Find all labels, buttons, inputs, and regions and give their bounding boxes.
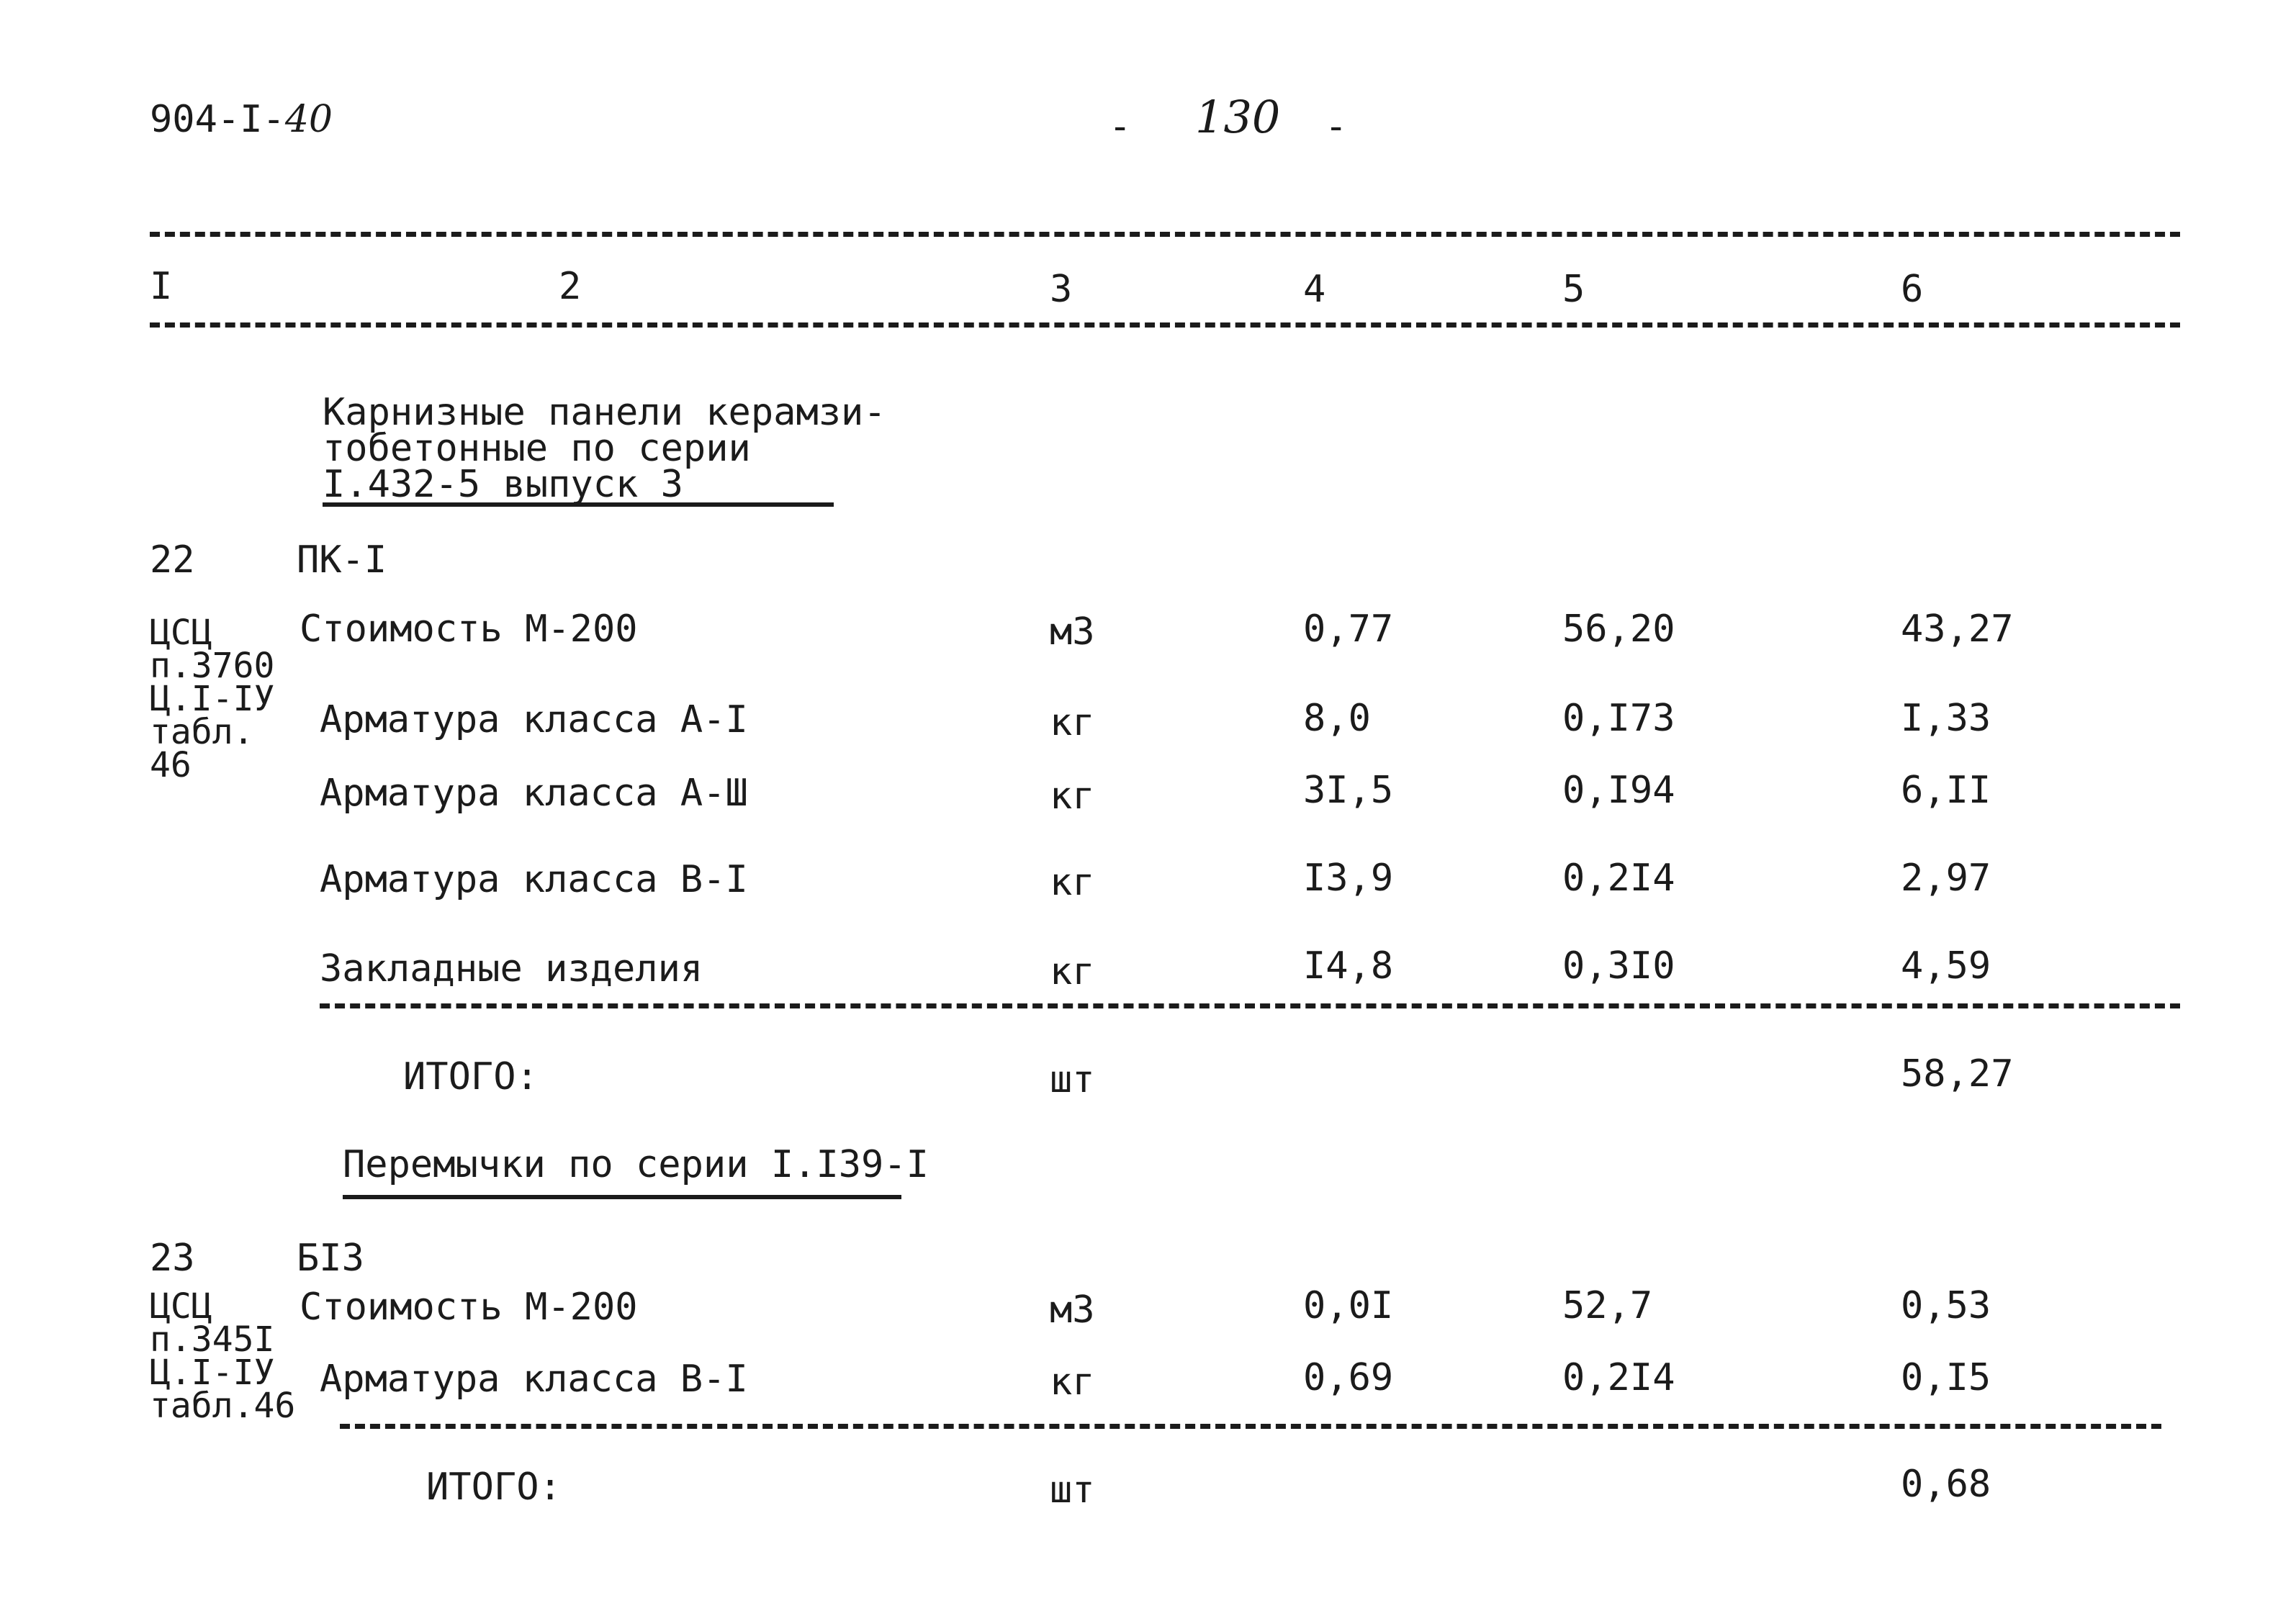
row-unit: кг	[1050, 775, 1095, 818]
column-header-3: 3	[1050, 268, 1073, 311]
row-unit: кг	[1050, 701, 1095, 744]
page-dash-left: -	[1109, 105, 1132, 148]
section1-subtotal-rule	[320, 1003, 2180, 1008]
section2-total-value: 0,68	[1901, 1463, 1991, 1506]
section1-total-label: ИТОГО:	[403, 1055, 539, 1098]
section1-total-value: 58,27	[1901, 1052, 2014, 1096]
row-name: Стоимость М-200	[300, 608, 638, 651]
row-total: 43,27	[1901, 608, 2014, 651]
row-name: Арматура класса В-I	[320, 1358, 748, 1401]
row-price: 0,2I4	[1562, 1356, 1675, 1399]
section2-reference: ЦСЦ п.345I Ц.I-IУ табл.46	[150, 1286, 296, 1426]
column-header-1: I	[150, 265, 173, 308]
document-code-handwritten: 40	[284, 98, 333, 141]
page-dash-right: -	[1325, 105, 1348, 148]
section2-subtotal-rule	[340, 1424, 2161, 1429]
section1-title-underline	[323, 502, 834, 507]
row-price: 0,I73	[1562, 697, 1675, 740]
row-name: Закладные изделия	[320, 947, 703, 990]
section2-title-underline	[343, 1195, 901, 1199]
document-code	[150, 98, 333, 141]
column-header-5: 5	[1562, 268, 1585, 311]
row-price: 0,3I0	[1562, 944, 1675, 988]
row-quantity: 3I,5	[1303, 769, 1394, 812]
row-total: I,33	[1901, 697, 1991, 740]
column-header-4: 4	[1303, 268, 1326, 311]
row-quantity: 0,77	[1303, 608, 1394, 651]
section2-total-unit: шт	[1050, 1468, 1095, 1512]
row-unit: м3	[1050, 1288, 1095, 1332]
section1-item-name: ПК-I	[297, 538, 387, 582]
section1-reference: ЦСЦ п.3760 Ц.I-IУ табл. 46	[150, 613, 275, 785]
section2-item-number: 23	[150, 1237, 195, 1280]
row-name: Арматура класса В-I	[320, 858, 748, 901]
row-price: 52,7	[1562, 1284, 1653, 1327]
row-unit: кг	[1050, 1360, 1095, 1404]
row-total: 4,59	[1901, 944, 1991, 988]
column-header-6: 6	[1901, 268, 1924, 311]
page-number: 130	[1195, 91, 1281, 143]
document-code-prefix: 904-I-	[150, 98, 285, 141]
row-name: Арматура класса А-I	[320, 698, 748, 741]
row-total: 0,53	[1901, 1284, 1991, 1327]
column-header-2: 2	[559, 265, 582, 308]
row-unit: кг	[1050, 861, 1095, 904]
row-total: 6,II	[1901, 769, 1991, 812]
row-total: 2,97	[1901, 857, 1991, 900]
header-top-rule	[150, 232, 2180, 237]
row-unit: м3	[1050, 610, 1095, 654]
row-name: Стоимость М-200	[300, 1286, 638, 1329]
header-bottom-rule	[150, 322, 2180, 328]
row-price: 56,20	[1562, 608, 1675, 651]
row-price: 0,2I4	[1562, 857, 1675, 900]
section2-item-name: БI3	[297, 1237, 364, 1280]
row-quantity: I4,8	[1303, 944, 1394, 988]
row-quantity: 8,0	[1303, 697, 1371, 740]
row-quantity: 0,0I	[1303, 1284, 1394, 1327]
section1-item-number: 22	[150, 538, 195, 582]
section1-title: Карнизные панели керамзи- тобетонные по серии I.432-5 выпуск 3	[323, 391, 886, 506]
section2-title: Перемычки по серии I.I39-I	[343, 1143, 929, 1186]
section1-total-unit: шт	[1050, 1058, 1095, 1101]
row-name: Арматура класса А-Ш	[320, 772, 748, 815]
row-quantity: I3,9	[1303, 857, 1394, 900]
row-unit: кг	[1050, 950, 1095, 993]
section2-total-label: ИТОГО:	[426, 1466, 562, 1509]
row-price: 0,I94	[1562, 769, 1675, 812]
row-quantity: 0,69	[1303, 1356, 1394, 1399]
row-total: 0,I5	[1901, 1356, 1991, 1399]
